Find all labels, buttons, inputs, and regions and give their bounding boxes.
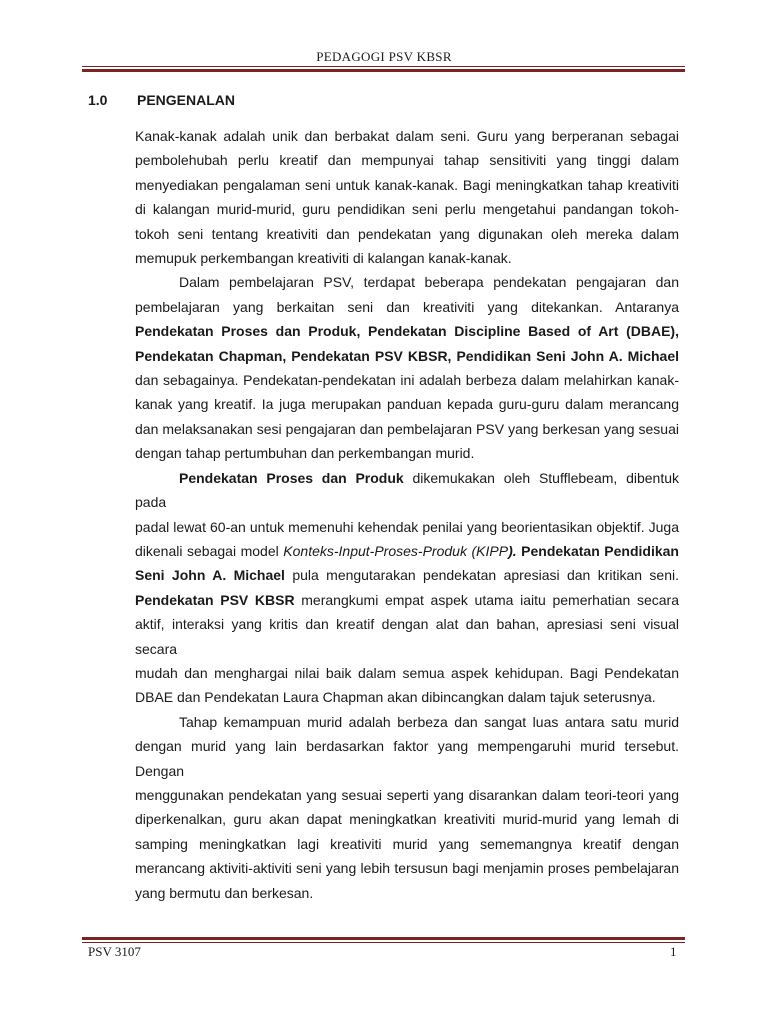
body-text [135,124,679,905]
text-line: Kanak-kanak adalah unik dan berbakat dalam seni. Guru yang berperanan sebagai [135,128,679,144]
text-line: pembelajaran yang berkaitan seni dan kreativiti yang ditekankan. Antaranya [135,298,679,315]
text-span: dikenali sebagai model [135,542,284,559]
bold-term: Pendekatan PSV KBSR [135,591,295,608]
text-line: pembolehubah perlu kreatif dan mempunyai tahap sensitiviti yang tinggi dalam [135,152,679,169]
text-line: menyediakan pengalaman seni untuk kanak-kanak. Bagi meningkatkan tahap kreativiti [135,176,679,193]
text-line: di kalangan murid-murid, guru pendidikan seni perlu mengetahui pandangan tokoh- [135,201,679,218]
paragraph-1 [135,124,679,270]
paragraph-2 [135,270,679,465]
text-line: Tahap kemampuan murid adalah berbeza dan sangat luas antara satu murid [179,713,679,730]
text-line-bold: Pendekatan Chapman, Pendekatan PSV KBSR, Pendidikan Seni John A. Michael [135,347,679,364]
paragraph-3 [135,466,679,710]
text-line: dengan murid yang lain berdasarkan faktor yang mempengaruhi murid tersebut. Dengan [135,738,679,779]
text-line: dan melaksanakan sesi pengajaran dan pembelajaran PSV yang berkesan yang sesuai [135,420,679,437]
section-heading [88,92,235,108]
text-line: samping meningkatkan lagi kreativiti murid yang sememangnya kreatif dengan [135,835,679,852]
text-line: Dalam pembelajaran PSV, terdapat beberapa pendekatan pengajaran dan [179,274,679,291]
paragraph-4 [135,710,679,905]
page-header-title: PEDAGOGI PSV KBSR [316,49,452,64]
text-line [135,466,679,515]
text-span: merangkumi empat aspek utama iaitu pemerhatian secara [294,591,679,608]
bold-italic-term: ). [508,542,517,559]
text-line [135,539,679,563]
text-span: dikemukakan oleh Stufflebeam, dibentuk pada [135,469,679,511]
bold-term: Pendekatan Proses dan Produk [179,469,404,486]
text-line: mudah dan menghargai nilai baik dalam semua aspek kehidupan. Bagi Pendekatan [135,664,679,681]
text-line: dan sebagainya. Pendekatan-pendekatan ini adalah berbeza dalam melahirkan kanak- [135,372,679,389]
bold-term: Pendekatan Pendidikan [516,542,679,559]
text-line: aktif, interaksi yang kritis dan kreatif dengan alat dan bahan, apresiasi seni visual secara [135,616,679,657]
header-rule-thin [82,66,685,67]
text-line: diperkenalkan, guru akan dapat meningkatkan kreativiti murid-murid yang lemah di [135,811,679,828]
footer-rule-thin [82,942,685,943]
header-rule-thick [82,69,685,72]
text-line-bold: Pendekatan Proses dan Produk, Pendekatan Discipline Based of Art (DBAE), [135,323,679,340]
section-number: 1.0 [88,92,108,108]
text-line: dengan tahap pertumbuhan dan perkembangan murid. [135,445,475,462]
text-line: memupuk perkembangan kreativiti di kalangan kanak-kanak. [135,250,512,267]
italic-term: Konteks-Input-Proses-Produk (KIPP [283,542,509,559]
text-line: kanak yang kreatif. Ia juga merupakan panduan kepada guru-guru dalam merancang [135,396,679,413]
text-line: menggunakan pendekatan yang sesuai seperti yang disarankan dalam teori-teori yang [135,786,679,803]
footer-page-number: 1 [670,944,677,959]
text-line: merancang aktiviti-aktiviti seni yang lebih tersusun bagi menjamin proses pembelajaran [135,860,679,877]
footer-course-code: PSV 3107 [88,944,141,959]
text-line: DBAE dan Pendekatan Laura Chapman akan dibincangkan dalam tajuk seterusnya. [135,689,656,706]
footer-rule-thick [82,937,685,940]
text-line [135,563,679,587]
section-title: PENGENALAN [137,92,236,108]
text-line: yang bermutu dan berkesan. [135,884,314,901]
text-line: tokoh seni tentang kreativiti dan pendekatan yang digunakan oleh mereka dalam [135,225,679,242]
text-span: pula mengutarakan pendekatan apresiasi dan kritikan seni. [284,567,679,584]
bold-term: Seni John A. Michael [135,567,285,584]
text-line: padal lewat 60-an untuk memenuhi kehendak penilai yang beorientasikan objektif. Juga [135,518,679,535]
text-line [135,588,679,612]
